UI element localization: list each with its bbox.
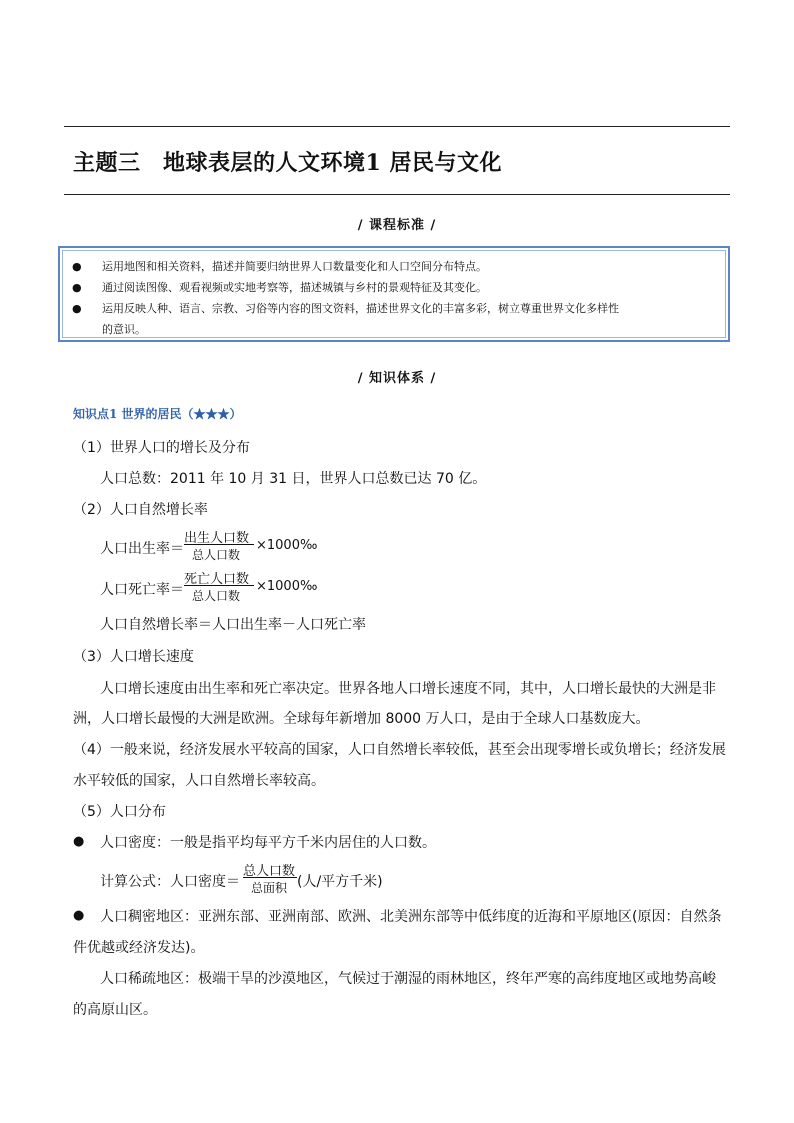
fraction-denominator: 总面积 — [251, 881, 288, 895]
density-formula-label: 计算公式：人口密度＝ — [100, 874, 240, 890]
fraction-bar — [184, 544, 254, 545]
formula-line: 人口自然增长率＝人口出生率－人口死亡率 — [100, 617, 366, 633]
fraction-bar — [243, 877, 297, 878]
section-heading: （3）人口增长速度 — [73, 649, 194, 665]
fraction-numerator: 总人口数 — [243, 864, 296, 879]
standard-text: 的意识。 — [102, 323, 146, 336]
paragraph-line: （4）一般来说，经济发展水平较高的国家，人口自然增长率较低，甚至会出现零增长或负增长；经济发展 — [73, 742, 726, 758]
paragraph-line: 洲，人口增长最慢的大洲是欧洲。全球每年新增加 8000 万人口，是由于全球人口基数庞大。 — [73, 711, 650, 727]
fraction-bar — [184, 585, 254, 586]
death-rate-label: 人口死亡率＝ — [100, 582, 184, 598]
multiplier: ×1000‰ — [256, 579, 318, 594]
bullet-icon: ● — [72, 281, 82, 294]
fraction-denominator: 总人口数 — [192, 548, 241, 562]
birth-rate-fraction — [184, 527, 256, 565]
paragraph-line: 水平较低的国家，人口自然增长率较高。 — [73, 773, 325, 789]
multiplier: ×1000‰ — [256, 538, 318, 553]
paragraph-line: 人口稠密地区：亚洲东部、亚洲南部、欧洲、北美洲东部等中低纬度的近海和平原地区(原因：自然条 — [100, 909, 722, 925]
paragraph: 人口密度：一般是指平均每平方千米内居住的人口数。 — [100, 835, 436, 851]
birth-rate-label: 人口出生率＝ — [100, 541, 184, 557]
density-fraction — [243, 860, 299, 898]
standard-text: 运用反映人种、语言、宗教、习俗等内容的图文资料，描述世界文化的丰富多彩，树立尊重世界文化多样性 — [102, 302, 619, 315]
course-standards-heading: / 课程标准 / — [357, 218, 437, 233]
paragraph: 人口总数：2011 年 10 月 31 日，世界人口总数已达 70 亿。 — [100, 471, 487, 487]
death-rate-fraction — [184, 568, 256, 606]
fraction-denominator: 总人口数 — [192, 589, 241, 603]
unit-text: (人/平方千米) — [297, 874, 383, 890]
bullet-icon: ● — [72, 260, 82, 273]
top-rule — [64, 126, 730, 127]
paragraph-line: 件优越或经济发达)。 — [73, 940, 205, 956]
knowledge-point-title: 知识点1 世界的居民（★★★） — [73, 407, 242, 421]
paragraph-line: 人口稀疏地区：极端干旱的沙漠地区，气候过于潮湿的雨林地区，终年严寒的高纬度地区或地势高峻 — [100, 971, 716, 987]
section-heading: （5）人口分布 — [73, 804, 166, 820]
section-heading: （2）人口自然增长率 — [73, 502, 208, 518]
bullet-icon: ● — [73, 834, 85, 849]
standard-text: 通过阅读图像、观看视频或实地考察等，描述城镇与乡村的景观特征及其变化。 — [102, 281, 487, 294]
knowledge-system-heading: / 知识体系 / — [357, 371, 437, 386]
bullet-icon: ● — [73, 908, 85, 923]
page-title: 主题三 地球表层的人文环境1 居民与文化 — [73, 150, 502, 176]
title-bottom-rule — [64, 194, 730, 195]
paragraph-line: 的高原山区。 — [73, 1002, 157, 1018]
fraction-numerator: 死亡人口数 — [184, 572, 250, 587]
section-heading: （1）世界人口的增长及分布 — [73, 440, 250, 456]
standard-text: 运用地图和相关资料，描述并简要归纳世界人口数量变化和人口空间分布特点。 — [102, 260, 487, 273]
bullet-icon: ● — [72, 302, 82, 315]
paragraph-line: 人口增长速度由出生率和死亡率决定。世界各地人口增长速度不同，其中，人口增长最快的大洲是非 — [100, 681, 716, 697]
fraction-numerator: 出生人口数 — [184, 531, 250, 546]
